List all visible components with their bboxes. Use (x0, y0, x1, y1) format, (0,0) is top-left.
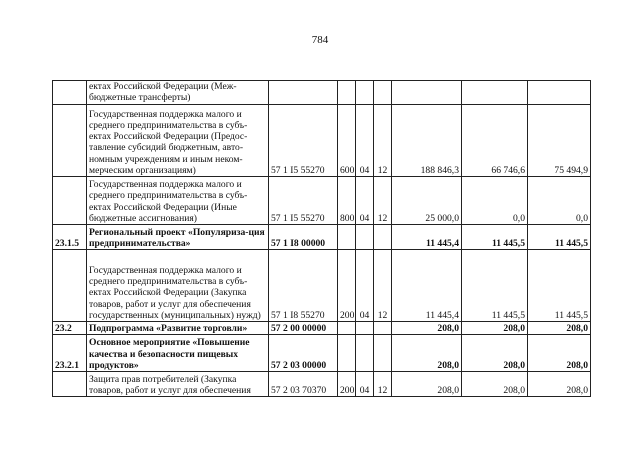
row-year3: 208,0 (528, 372, 591, 397)
row-year1: 188 846,3 (392, 105, 462, 177)
row-year2: 0,0 (462, 177, 528, 225)
row-pr: 12 (374, 250, 392, 322)
row-year3 (528, 81, 591, 105)
row-name: ектах Российской Федерации (Меж-бюджетные трансферты) (87, 81, 269, 105)
row-vr: 600 (338, 105, 356, 177)
row-rz (356, 322, 374, 335)
row-year3: 0,0 (528, 177, 591, 225)
row-name: Защита прав потребителей (Закупка товаров, работ и услуг для обеспечения (87, 372, 269, 397)
row-vr (338, 335, 356, 372)
row-vr: 200 (338, 372, 356, 397)
row-year3: 11 445,5 (528, 250, 591, 322)
row-rz (356, 225, 374, 250)
row-pr (374, 81, 392, 105)
row-year2: 66 746,6 (462, 105, 528, 177)
row-name: Государственная поддержка малого и среднего предпринимательства в субъ-ектах Российской Федерации (Иные бюджетные ассигнования) (87, 177, 269, 225)
row-vr (338, 322, 356, 335)
row-code: 57 1 I5 55270 (269, 177, 338, 225)
row-year1: 25 000,0 (392, 177, 462, 225)
row-year2 (462, 81, 528, 105)
row-vr: 200 (338, 250, 356, 322)
row-code: 57 1 I5 55270 (269, 105, 338, 177)
row-name: Основное мероприятие «Повышение качества и безопасности пищевых продуктов» (87, 335, 269, 372)
row-pr: 12 (374, 105, 392, 177)
row-number (53, 81, 87, 105)
row-vr (338, 225, 356, 250)
row-year1: 208,0 (392, 372, 462, 397)
row-number: 23.2 (53, 322, 87, 335)
row-vr: 800 (338, 177, 356, 225)
row-pr (374, 335, 392, 372)
table-row (53, 322, 591, 335)
row-year1 (392, 81, 462, 105)
row-code: 57 2 00 00000 (269, 322, 338, 335)
row-rz: 04 (356, 372, 374, 397)
row-pr: 12 (374, 372, 392, 397)
row-number: 23.2.1 (53, 335, 87, 372)
row-year3: 11 445,5 (528, 225, 591, 250)
row-year3: 208,0 (528, 322, 591, 335)
row-rz: 04 (356, 105, 374, 177)
row-name: Подпрограмма «Развитие торговли» (87, 322, 269, 335)
row-name: Региональный проект «Популяриза-ция предпринимательства» (87, 225, 269, 250)
row-rz: 04 (356, 250, 374, 322)
row-name: Государственная поддержка малого и среднего предпринимательства в субъ-ектах Российской Федерации (Предос-тавление субсидий бюджетным, авто-номным учреждениям и иным неком-мерческим организациям) (87, 105, 269, 177)
row-code: 57 2 03 70370 (269, 372, 338, 397)
row-code (269, 81, 338, 105)
row-pr (374, 225, 392, 250)
row-code: 57 1 I8 00000 (269, 225, 338, 250)
table-row (53, 105, 591, 177)
row-code: 57 2 03 00000 (269, 335, 338, 372)
table-row (53, 225, 591, 250)
row-year3: 208,0 (528, 335, 591, 372)
row-rz (356, 335, 374, 372)
row-year2: 208,0 (462, 335, 528, 372)
row-number (53, 105, 87, 177)
budget-table (52, 80, 591, 397)
table-row (53, 335, 591, 372)
row-number: 23.1.5 (53, 225, 87, 250)
row-pr (374, 322, 392, 335)
row-pr: 12 (374, 177, 392, 225)
row-rz: 04 (356, 177, 374, 225)
table-row (53, 250, 591, 322)
row-vr (338, 81, 356, 105)
row-code: 57 1 I8 55270 (269, 250, 338, 322)
row-year2: 208,0 (462, 372, 528, 397)
row-year1: 11 445,4 (392, 250, 462, 322)
row-number (53, 177, 87, 225)
row-year1: 208,0 (392, 322, 462, 335)
row-year3: 75 494,9 (528, 105, 591, 177)
row-rz (356, 81, 374, 105)
table-row (53, 372, 591, 397)
row-year1: 11 445,4 (392, 225, 462, 250)
row-year2: 11 445,5 (462, 225, 528, 250)
row-year1: 208,0 (392, 335, 462, 372)
row-year2: 11 445,5 (462, 250, 528, 322)
table-row (53, 81, 591, 105)
table-row (53, 177, 591, 225)
row-number (53, 250, 87, 322)
row-year2: 208,0 (462, 322, 528, 335)
row-number (53, 372, 87, 397)
row-name: Государственная поддержка малого и среднего предпринимательства в субъ-ектах Российской Федерации (Закупка товаров, работ и услуг для обеспечения государственных (муниципальных) нужд) (87, 250, 269, 322)
page-number: 784 (311, 34, 329, 46)
